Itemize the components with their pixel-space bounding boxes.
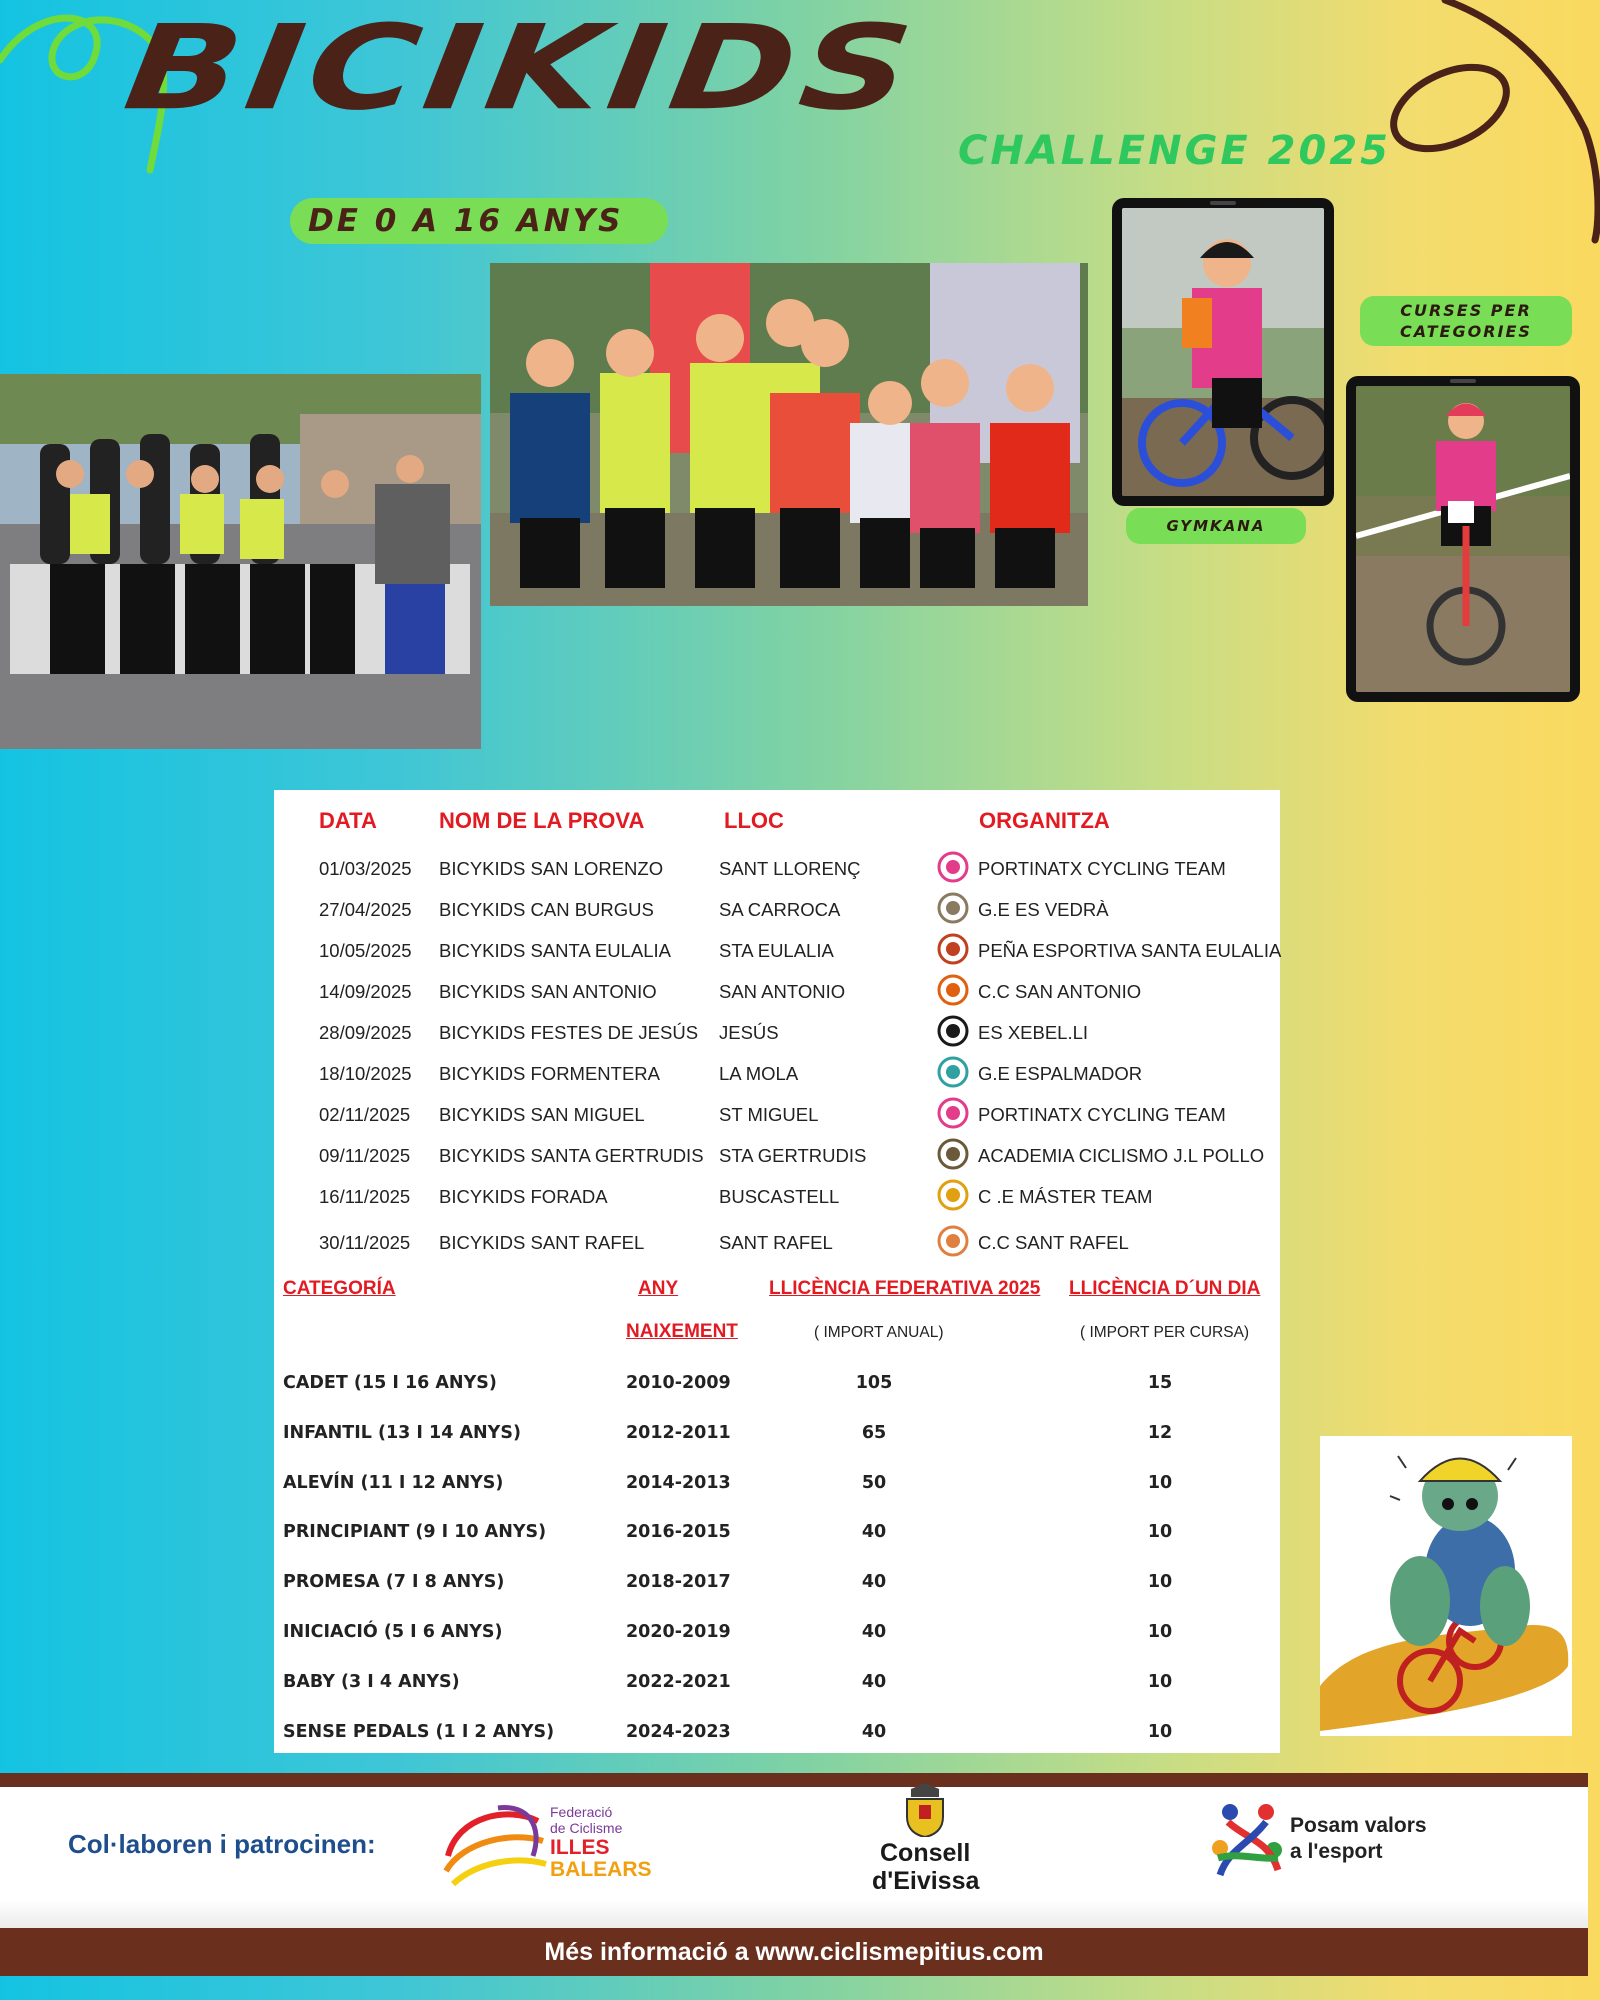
race-date: 01/03/2025 [319,858,412,879]
category-row [274,1367,1280,1403]
poster-subtitle: CHALLENGE 2025 [958,128,1391,174]
category-row [274,1716,1280,1752]
info-link-text[interactable]: Més informació a www.ciclismepitius.com [544,1937,1044,1966]
category-name: PRINCIPIANT (9 I 10 ANYS) [283,1522,547,1542]
sant-rafel-logo [936,1224,970,1258]
race-place: LA MOLA [719,1063,799,1084]
race-place: SANT RAFEL [719,1232,833,1253]
footer-top-band [0,1773,1588,1787]
schedule-table [274,790,1280,1753]
category-day-fee: 10 [1147,1522,1173,1542]
info-banner [0,1928,1588,1976]
category-federal-fee: 65 [861,1423,887,1443]
race-date: 14/09/2025 [319,981,412,1002]
race-name: BICYKIDS SAN MIGUEL [439,1104,645,1125]
category-years: 2024-2023 [626,1722,731,1742]
kids-medals-photo [490,263,1088,606]
header-date: DATA [319,808,377,833]
race-date: 02/11/2025 [319,1104,411,1125]
race-name: BICYKIDS SANT RAFEL [439,1232,645,1253]
race-name: BICYKIDS SAN LORENZO [439,858,664,879]
race-photo [1356,386,1570,692]
category-name: PROMESA (7 I 8 ANYS) [283,1572,505,1592]
age-range-text: DE 0 A 16 ANYS [308,203,624,239]
posam-valors-line2: a l'esport [1290,1840,1383,1863]
race-name: BICYKIDS SANTA GERTRUDIS [439,1145,704,1166]
category-federal-fee: 40 [861,1572,887,1592]
san-antonio-logo [936,973,970,1007]
header-place: LLOC [724,808,784,833]
portinatx-logo [936,850,970,884]
mascot-illustration [1320,1436,1572,1736]
race-organizer: PORTINATX CYCLING TEAM [978,858,1226,879]
category-federal-fee: 40 [861,1522,887,1542]
category-federal-fee: 105 [855,1373,893,1393]
federacio-logo [438,1796,652,1892]
schedule-row [274,848,1280,888]
schedule-row [274,1135,1280,1175]
posam-valors-line1: Posam valors [1290,1814,1427,1837]
tablet-camera [1450,379,1476,383]
race-place: STA GERTRUDIS [719,1145,867,1166]
category-federal-fee: 40 [861,1722,887,1742]
header-race-name: NOM DE LA PROVA [439,808,645,833]
categories-tag [1360,296,1572,346]
category-years: 2016-2015 [626,1522,731,1542]
gymkana-tablet [1112,198,1334,506]
header-day-sub: ( IMPORT PER CURSA) [1080,1324,1250,1341]
category-row [274,1666,1280,1702]
race-organizer: PORTINATX CYCLING TEAM [978,1104,1226,1125]
race-organizer: ACADEMIA CICLISMO J.L POLLO [978,1145,1265,1166]
category-day-fee: 10 [1147,1572,1173,1592]
portinatx-logo [936,1096,970,1130]
schedule-row [274,1012,1280,1052]
race-organizer: C.C SAN ANTONIO [978,981,1142,1002]
header-federal-license: LLICÈNCIA FEDERATIVA 2025 [769,1278,1041,1299]
race-name: BICYKIDS SAN ANTONIO [439,981,657,1002]
federacio-line4: BALEARS [550,1858,652,1881]
category-years: 2022-2021 [626,1672,731,1692]
category-years: 2020-2019 [626,1622,731,1642]
race-date: 30/11/2025 [319,1232,411,1253]
tablet-camera [1210,201,1236,205]
consell-line1: Consell [880,1839,971,1867]
race-date: 18/10/2025 [319,1063,412,1084]
consell-eivissa-logo [860,1783,990,1918]
category-federal-fee: 40 [861,1672,887,1692]
age-range-badge [290,198,668,244]
race-tablet [1346,376,1580,702]
category-years: 2012-2011 [626,1423,731,1443]
poster-title: BICIKIDS [117,0,925,137]
schedule-row [274,1053,1280,1093]
category-day-fee: 15 [1147,1373,1173,1393]
race-organizer: C.C SANT RAFEL [978,1232,1129,1253]
espalmador-logo [936,1055,970,1089]
schedule-row [274,1094,1280,1134]
race-name: BICYKIDS FORMENTERA [439,1063,660,1084]
gymkana-tag [1126,508,1306,544]
federacio-line2: de Ciclisme [550,1820,623,1836]
brown-swirl-decoration [1350,0,1600,250]
category-row [274,1616,1280,1652]
race-name: BICYKIDS SANTA EULALIA [439,940,672,961]
race-organizer: C .E MÁSTER TEAM [978,1186,1153,1207]
category-row [274,1566,1280,1602]
category-years: 2014-2013 [626,1473,731,1493]
category-day-fee: 10 [1147,1622,1173,1642]
header-federal-sub: ( IMPORT ANUAL) [814,1324,944,1341]
gymkana-photo [1122,208,1324,496]
schedule-row [274,1222,1280,1262]
header-birth-year-2: NAIXEMENT [626,1321,738,1342]
race-name: BICYKIDS FESTES DE JESÚS [439,1022,699,1043]
race-organizer: ES XEBEL.LI [978,1022,1089,1043]
category-name: SENSE PEDALS (1 I 2 ANYS) [283,1722,555,1742]
category-federal-fee: 50 [861,1473,887,1493]
federacio-swoosh-icon [438,1796,548,1892]
schedule-row [274,971,1280,1011]
category-years: 2010-2009 [626,1373,731,1393]
es-vedra-logo [936,891,970,925]
category-row [274,1417,1280,1453]
header-birth-year-1: ANY [638,1278,679,1299]
race-place: ST MIGUEL [719,1104,819,1125]
race-name: BICYKIDS FORADA [439,1186,608,1207]
posam-valors-logo [1208,1800,1448,1885]
category-years: 2018-2017 [626,1572,731,1592]
category-day-fee: 10 [1147,1672,1173,1692]
categories-tag-text: CURSES PER CATEGORIES [1400,301,1532,341]
santa-eulalia-logo [936,932,970,966]
race-place: SANT LLORENÇ [719,858,861,879]
collab-label: Col·laboren i patrocinen: [68,1829,376,1859]
schedule-row [274,889,1280,929]
master-team-logo [936,1178,970,1212]
race-organizer: PEÑA ESPORTIVA SANTA EULALIA [978,940,1282,961]
header-category: CATEGORÍA [283,1278,396,1299]
schedule-row [274,930,1280,970]
race-date: 27/04/2025 [319,899,412,920]
category-name: BABY (3 I 4 ANYS) [283,1672,460,1692]
category-row [274,1516,1280,1552]
schedule-row [274,1176,1280,1216]
category-name: INICIACIÓ (5 I 6 ANYS) [283,1622,503,1642]
race-date: 16/11/2025 [319,1186,411,1207]
academia-logo [936,1137,970,1171]
podium-group-photo [0,374,481,749]
consell-shield-icon [901,1783,949,1837]
race-place: BUSCASTELL [719,1186,840,1207]
race-place: SA CARROCA [719,899,841,920]
category-name: ALEVÍN (11 I 12 ANYS) [283,1473,504,1493]
race-place: STA EULALIA [719,940,834,961]
category-name: CADET (15 I 16 ANYS) [283,1373,497,1393]
category-name: INFANTIL (13 I 14 ANYS) [283,1423,521,1443]
consell-line2: d'Eivissa [872,1867,980,1895]
category-day-fee: 10 [1147,1722,1173,1742]
footer-fade [0,1900,1588,1930]
race-date: 28/09/2025 [319,1022,412,1043]
race-date: 09/11/2025 [319,1145,411,1166]
header-day-license: LLICÈNCIA D´UN DIA [1069,1278,1261,1299]
category-day-fee: 12 [1147,1423,1173,1443]
posam-valors-figures-icon [1208,1800,1288,1882]
category-row [274,1467,1280,1503]
header-organizer: ORGANITZA [979,808,1110,833]
race-organizer: G.E ES VEDRÀ [978,899,1109,920]
category-day-fee: 10 [1147,1473,1173,1493]
race-name: BICYKIDS CAN BURGUS [439,899,654,920]
federacio-line1: Federació [550,1804,613,1820]
federacio-line3: ILLES [550,1836,610,1859]
xebelli-logo [936,1014,970,1048]
race-organizer: G.E ESPALMADOR [978,1063,1143,1084]
race-place: SAN ANTONIO [719,981,846,1002]
category-federal-fee: 40 [861,1622,887,1642]
race-date: 10/05/2025 [319,940,412,961]
gymkana-tag-text: GYMKANA [1166,517,1266,535]
race-place: JESÚS [719,1022,779,1043]
